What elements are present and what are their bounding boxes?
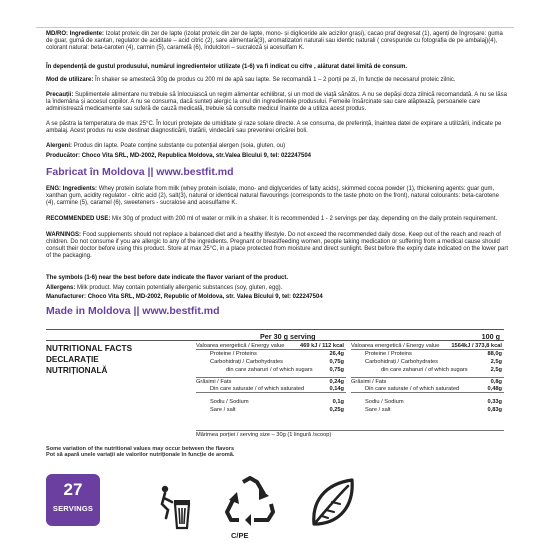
row-label: Carbohidrați / Carbohydrates bbox=[365, 359, 439, 365]
row-label: Valoarea energetică / Energy value bbox=[351, 343, 440, 349]
ro-ingredients-text: Izolat proteic din zer de lapte (izolat proteic din zer de lapte, mono- și digliceride ale acizilor grași), cacao praf degresat (1), agenți de îngroșare: guma de guar, gumă de xantan, regulator de aciditate – acid citric (2), sare alimentară(3), aromatizatori naturali sau identic naturali ( corespunde cu fotografia de pe ambalaj)(4), colorant natural: beta-caroten (4), carmin (5), caramelă (6), îndulcitori – sucraloză și acesulfam K. bbox=[46, 31, 503, 52]
table-row bbox=[196, 366, 346, 374]
per-100g-header: 100 g bbox=[481, 332, 500, 341]
table-row bbox=[351, 406, 504, 414]
footnote-ro: Pot să apară unele variații ale valorilor nutriționale în funcție de aromă. bbox=[46, 452, 235, 459]
row-label: Sare / salt bbox=[365, 407, 391, 413]
en-warnings-label: WARNINGS: bbox=[46, 232, 81, 238]
en-allergens bbox=[46, 285, 508, 292]
row-value: 0,48g bbox=[487, 386, 502, 392]
tidyman-bin-icon bbox=[156, 484, 196, 534]
row-value: 2,5g bbox=[490, 367, 502, 373]
row-value: 1564kJ / 373,8 kcal bbox=[451, 343, 502, 349]
ro-producer-label: Producător: bbox=[46, 153, 81, 159]
table-row bbox=[196, 342, 346, 350]
table-row bbox=[351, 366, 504, 374]
row-label: din care zaharuri / of which sugars bbox=[226, 367, 313, 373]
row-value: 0,1g bbox=[332, 399, 344, 405]
row-label: din care zaharuri / of which sugars bbox=[381, 367, 468, 373]
table-row bbox=[351, 377, 504, 385]
row-label: Valoarea energetică / Energy value bbox=[196, 343, 285, 349]
nutrition-title-en: NUTRITIONAL FACTS bbox=[46, 344, 133, 353]
nutrition-title bbox=[46, 343, 196, 376]
row-label: Sodiu / Sodium bbox=[210, 399, 249, 405]
table-row bbox=[196, 350, 346, 358]
ro-storage bbox=[46, 121, 508, 135]
ro-precautions-label: Precauții: bbox=[46, 92, 74, 98]
ro-producer-text: Choco Vita SRL, MD-2002, Republica Moldova, str.Valea Bîcului 9, tel: 022247504 bbox=[81, 153, 311, 159]
table-row bbox=[351, 350, 504, 358]
en-warnings-text: Food supplements should not replace a balanced diet and a healthy lifestyle. Do not exceed the recommended daily dose. Keep out of the reach and reach of children. Do not consume if you are allergic to any of the ingredients. Pregnant or breastfeeding women, people taking medication or suffering from a medical cause should consult their doctor before using this product. Store at max 25°C, in a place protected from moisture and direct sunlight. Best before the expiry date indicated on the lower part of the packaging. bbox=[46, 232, 508, 260]
row-label: Sodiu / Sodium bbox=[365, 399, 404, 405]
table-row bbox=[196, 385, 346, 393]
nutrition-table bbox=[46, 329, 504, 439]
nutrition-header bbox=[46, 329, 504, 341]
table-row bbox=[351, 342, 504, 350]
serving-size: Mărimea porției / serving size – 30g (1 lingură /scoop) bbox=[196, 430, 504, 440]
en-manufacturer-label: Manufacturer: bbox=[46, 294, 87, 300]
en-made-in: Made in Moldova || www.bestfit.md bbox=[46, 305, 220, 317]
ro-symbols bbox=[46, 64, 508, 71]
row-label: Din care saturate / of which saturated bbox=[365, 386, 460, 392]
en-warnings bbox=[46, 232, 508, 260]
ro-producer bbox=[46, 153, 508, 160]
recycle-icon bbox=[221, 474, 279, 532]
row-value: 0,83g bbox=[487, 407, 502, 413]
ro-usage-label: Mod de utilizare: bbox=[46, 77, 94, 83]
nutrition-title-ro-2: NUTRIȚIONALĂ bbox=[46, 366, 108, 375]
ro-usage bbox=[46, 77, 508, 84]
top-divider bbox=[36, 27, 514, 28]
table-row bbox=[351, 358, 504, 366]
footnote-en: Some variation of the nutritional values may occur between the flavors bbox=[46, 446, 235, 452]
row-value: 2,5g bbox=[490, 359, 502, 365]
row-value: 469 kJ / 112 kcal bbox=[300, 343, 344, 349]
nutrition-col-100g bbox=[351, 342, 504, 414]
row-value: 0,75g bbox=[329, 367, 344, 373]
row-label: Proteine / Proteins bbox=[365, 351, 412, 357]
ro-usage-text: În shaker se amestecă 30g de produs cu 200 ml de apă sau lapte. Se recomandă 1 – 2 porții pe zi, în funcție de necesarul proteic zilnic. bbox=[95, 77, 456, 83]
en-symbols-text: The symbols (1-6) near the best before date indicate the flavor variant of the product. bbox=[46, 275, 289, 281]
ro-symbols-text: În dependență de gustul produsului, numărul ingredientelor utilizate (1-6) va fi indicat cu cifre , alăturat datei limită de consum. bbox=[46, 64, 408, 70]
nutrition-title-ro-1: DECLARAȚIE bbox=[46, 355, 99, 364]
en-usage-label: RECOMMENDED USE: bbox=[46, 216, 111, 222]
row-label: Sare / salt bbox=[210, 407, 236, 413]
ro-precautions-text: Suplimentele alimentare nu trebuie să înlocuiască un regim alimentar echilibrat, și un mod de viață sănătos. A nu se depăși doza zilnică recomandată. A nu se lăsa la îndemâna și accesul copiilor. A nu se consuma, dacă sunteți alergic la unul din ingredientele produsului. Femeile însărcinate sau care alăptează, persoanele care administrează medicamente sau suferă de cauză medicală, trebuie să consulte medicul înainte de a utiliza acest produs. bbox=[46, 92, 507, 113]
en-usage bbox=[46, 216, 508, 223]
table-row bbox=[351, 385, 504, 393]
row-label: Grăsimi / Fats bbox=[351, 379, 387, 385]
row-value: 26,4g bbox=[329, 351, 344, 357]
table-row bbox=[196, 358, 346, 366]
ro-allergens bbox=[46, 143, 508, 150]
en-allergens-text: Milk product. May contain potentially allergenic substances (soy, gluten, egg). bbox=[77, 285, 283, 291]
servings-badge bbox=[46, 474, 100, 526]
row-value: 0,75g bbox=[329, 359, 344, 365]
ro-precautions bbox=[46, 92, 508, 113]
table-row bbox=[196, 398, 346, 406]
table-row bbox=[196, 406, 346, 414]
per-serving-header: Per 30 g serving bbox=[260, 332, 316, 341]
leaf-icon bbox=[308, 476, 358, 530]
ro-ingredients-label: MD/RO: Ingrediente: bbox=[46, 31, 104, 37]
row-label: Grăsimi / Fats bbox=[196, 379, 232, 385]
table-row bbox=[351, 398, 504, 406]
table-row bbox=[196, 377, 346, 385]
ro-allergens-text: Produs din lapte. Poate conține substanțe cu potențial alergen (soia, gluten, ou) bbox=[73, 143, 286, 149]
nutrition-col-serving bbox=[196, 342, 346, 414]
row-value: 0,14g bbox=[329, 386, 344, 392]
row-value: 0,33g bbox=[487, 399, 502, 405]
nutrition-footnote bbox=[46, 446, 234, 459]
servings-count: 27 bbox=[63, 480, 83, 499]
ro-storage-text: A se păstra la temperatura de max 25°C. În locuri protejate de umiditate și raze solare directe. A se consuma, de preferință, înaintea datei de expirare a utilizării, indicate pe ambalaj. Acest produs nu este destinat diagnosticării, tratării, vindecării sau prevenirei oricărei boli. bbox=[46, 121, 502, 135]
en-manufacturer bbox=[46, 294, 508, 301]
row-label: Din care saturate / of which saturated bbox=[210, 386, 305, 392]
row-value: 0,8g bbox=[490, 379, 502, 385]
ro-made-in: Fabricat în Moldova || www.bestfit.md bbox=[46, 166, 234, 178]
en-ingredients-text: Whey protein isolate from milk (whey protein isolate, mono- and diglycerides of fatty acids), skimmed cocoa powder (1), thickening agents: guar gum, xanthan gum, acidity regulator - citric acid (2), salt(3), natural or identical natural flavourings (corresponds to the taste photo on the front), natural colourants: beta-carotene (4), carmine (5), caramel (6), sweeteners - sucralose and acesulfame K. bbox=[46, 186, 499, 207]
row-value: 0,24g bbox=[329, 379, 344, 385]
en-symbols bbox=[46, 275, 508, 282]
packaging-code: C/PE bbox=[231, 531, 249, 540]
en-usage-text: Mix 30g of product with 200 ml of water or milk in a shaker. It is recommended 1 - 2 servings per day, depending on the daily protein requirement. bbox=[112, 216, 498, 222]
ro-ingredients bbox=[46, 31, 508, 52]
row-label: Carbohidrați / Carbohydrates bbox=[210, 359, 284, 365]
row-label: Proteine / Proteins bbox=[210, 351, 257, 357]
en-manufacturer-text: Choco Vita SRL, MD-2002, Republic of Moldova, str. Valea Bîcului 9, tel: 022247504 bbox=[87, 294, 323, 300]
row-value: 88,0g bbox=[487, 351, 502, 357]
en-ingredients bbox=[46, 186, 508, 207]
row-value: 0,25g bbox=[329, 407, 344, 413]
ro-allergens-label: Alergeni: bbox=[46, 143, 73, 149]
servings-label: SERVINGS bbox=[52, 504, 94, 513]
en-ingredients-label: ENG: Ingredients: bbox=[46, 186, 98, 192]
en-allergens-label: Allergens: bbox=[46, 285, 76, 291]
